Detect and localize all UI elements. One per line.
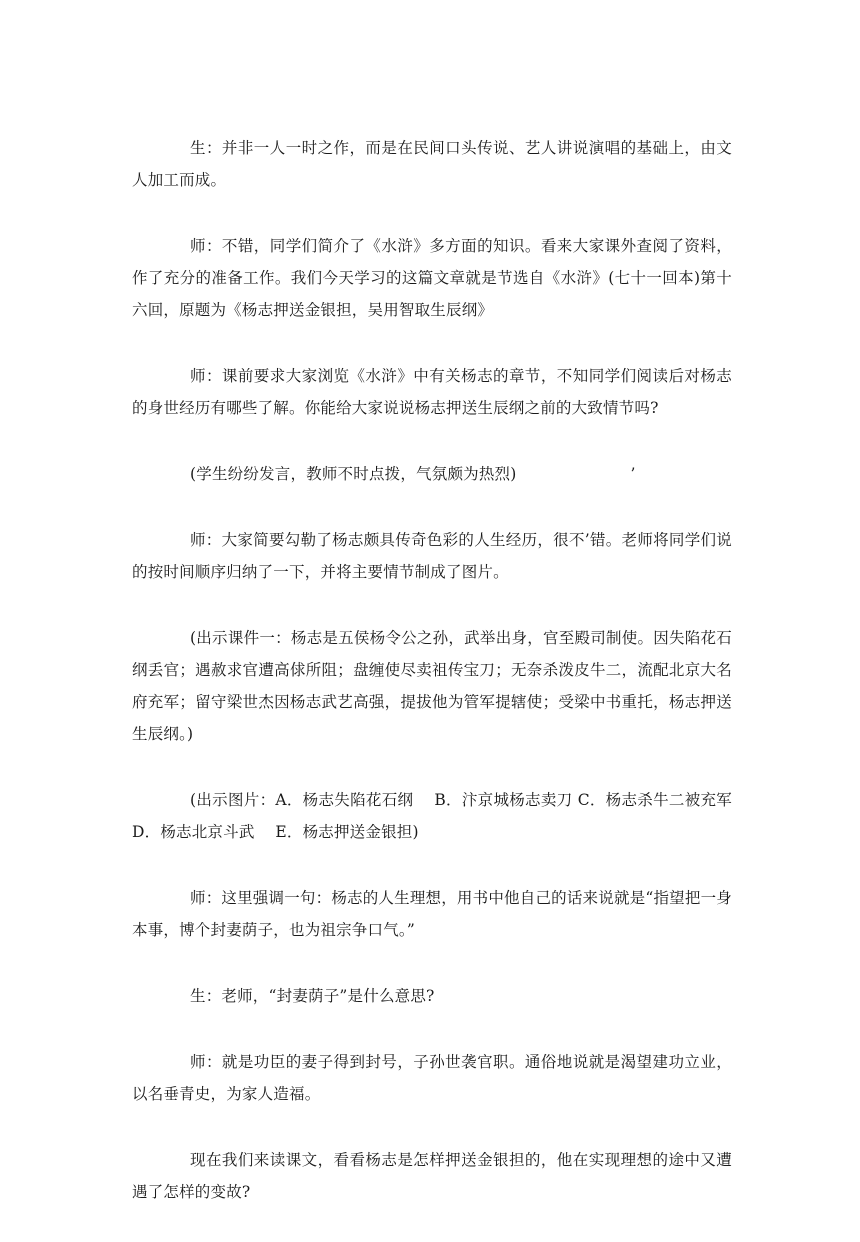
paragraph-teacher-summary: 师：大家简要勾勒了杨志颇具传奇色彩的人生经历，很不’错。老师将同学们说的按时间顺序归纳了一下，并将主要情节制成了图片。 <box>132 531 732 581</box>
paragraph-reading-instruction: 现在我们来读课文，看看杨志是怎样押送金银担的，他在实现理想的途中又遭遇了怎样的变故? <box>132 1151 732 1201</box>
paragraph-classroom-note <box>132 458 732 490</box>
stray-mark: ’ <box>630 465 636 483</box>
paragraph-teacher-question-yangzhi: 师：课前要求大家浏览《水浒》中有关杨志的章节，不知同学们阅读后对杨志的身世经历有哪些了解。你能给大家说说杨志押送生辰纲之前的大致情节吗? <box>132 367 732 417</box>
paragraph-pictures-list: (出示图片：A．杨志失陷花石纲 B．汴京城杨志卖刀 C．杨志杀牛二被充军 D．杨志北京斗武 E．杨志押送金银担) <box>132 791 753 841</box>
paragraph-student-answer-origin: 生：并非一人一时之作，而是在民间口头传说、艺人讲说演唱的基础上，由文人加工而成。 <box>132 139 732 189</box>
classroom-note-text: (学生纷纷发言，教师不时点拨，气氛颇为热烈) <box>190 465 517 483</box>
paragraph-teacher-explanation: 师：就是功臣的妻子得到封号，子孙世袭官职。通俗地说就是渴望建功立业，以名垂青史，为家人造福。 <box>132 1053 732 1103</box>
paragraph-student-question: 生：老师，“封妻荫子”是什么意思? <box>190 987 435 1005</box>
document-body <box>132 132 753 1242</box>
paragraph-teacher-introduction: 师：不错，同学们简介了《水浒》多方面的知识。看来大家课外查阅了资料，作了充分的准备工作。我们今天学习的这篇文章就是节选自《水浒》(七十一回本)第十六回，原题为《杨志押送金银担，吴用智取生辰纲》 <box>132 237 732 319</box>
paragraph-teacher-ideal: 师：这里强调一句：杨志的人生理想，用书中他自己的话来说就是“指望把一身本事，博个封妻荫子，也为祖宗争口气。” <box>132 889 732 939</box>
paragraph-courseware-one: (出示课件一：杨志是五侯杨令公之孙，武举出身，官至殿司制使。因失陷花石纲丢官；遇赦求官遭高俅所阻；盘缠使尽卖祖传宝刀；无奈杀泼皮牛二，流配北京大名府充军；留守梁世杰因杨志武艺高强，提拔他为管军提辖使；受梁中书重托，杨志押送生辰纲。) <box>132 629 732 743</box>
